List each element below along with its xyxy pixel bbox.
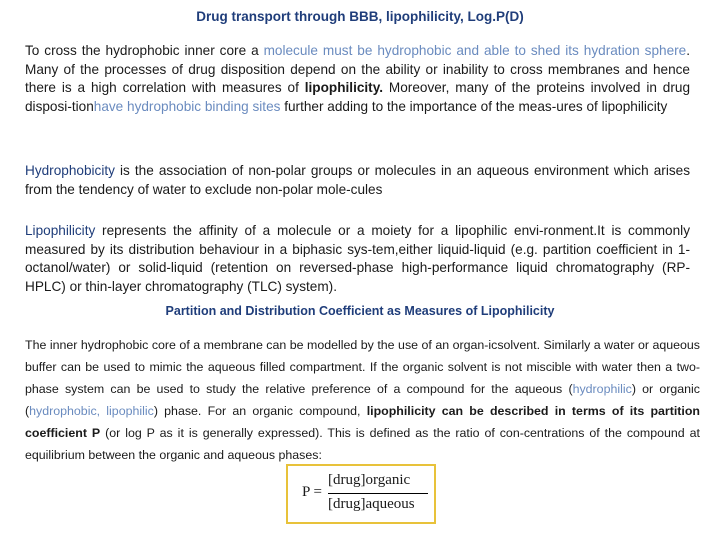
section-subtitle: Partition and Distribution Coefficient as Measures of Lipophilicity: [165, 304, 555, 318]
paragraph-lipophilicity: [25, 222, 690, 296]
paragraph-partition: [25, 334, 700, 466]
text-segment: further adding to the importance of the meas-ures of lipophilicity: [280, 98, 668, 114]
term-hydrophilic: hydrophilic: [572, 382, 632, 396]
partition-formula: [286, 464, 436, 524]
highlight-hydration: molecule must be hydrophobic and able to shed its hydration sphere: [263, 43, 687, 58]
text-segment: . Many of the processes of drug disposition depend on the ability or inability to cross membranes and hence there is a high correlation with measures of: [25, 43, 690, 95]
text-segment: is the association of non-polar groups or molecules in an aqueous environment which arises from the tendency of water to exclude non-polar mole-cules: [25, 163, 690, 197]
page-title: Drug transport through BBB, lipophilicity, Log.P(D): [196, 9, 524, 24]
formula-denominator: [drug]aqueous: [328, 496, 415, 512]
term-lipophilicity-def: Lipophilicity: [25, 223, 96, 238]
paragraph-hydrophobicity: [25, 162, 690, 199]
term-hydrophobicity: Hydrophobicity: [25, 163, 115, 178]
text-segment: ) or organic (: [25, 382, 700, 418]
text-segment: ) phase. For an organic compound,: [153, 404, 367, 418]
term-partition-coefficient: lipophilicity can be described in terms of its partition coefficient P: [25, 404, 700, 440]
formula-numerator: [drug]organic: [328, 472, 411, 488]
formula-lhs: P =: [302, 484, 322, 500]
text-segment: The inner hydrophobic core of a membrane can be modelled by the use of an organ-icsolvent. Similarly a water or aqueous buffer can be used to mimic the aqueous filled compartment. If the organic solvent is not miscible with water then a two-phase system can be used to study the relative preference of a compound for the aqueous (: [25, 338, 700, 396]
term-hydrophobic-lipophilic: hydrophobic, lipophilic: [29, 404, 154, 418]
paragraph-membrane: [25, 42, 690, 116]
term-lipophilicity: lipophilicity.: [304, 80, 384, 95]
text-segment: (or log P as it is generally expressed). This is defined as the ratio of con-centrations of the compound at equilibrium between the organic and aqueous phases:: [25, 426, 700, 462]
fraction-bar: [328, 493, 428, 494]
highlight-binding-sites: have hydrophobic binding sites: [93, 98, 281, 114]
text-segment: Moreover, many of the proteins involved in drug disposi-tion: [25, 80, 690, 114]
text-segment: To cross the hydrophobic inner core a: [25, 43, 264, 58]
text-segment: represents the affinity of a molecule or a moiety for a lipophilic envi-ronment.It is commonly measured by its distribution behaviour in a biphasic sys-tem,either liquid-liquid (e.g. partition coefficient in 1-octanol/water) or solid-liquid (retention on reversed-phase high-performance liquid chromatography (RP-HPLC) or thin-layer chromatography (TLC) system).: [25, 223, 690, 294]
